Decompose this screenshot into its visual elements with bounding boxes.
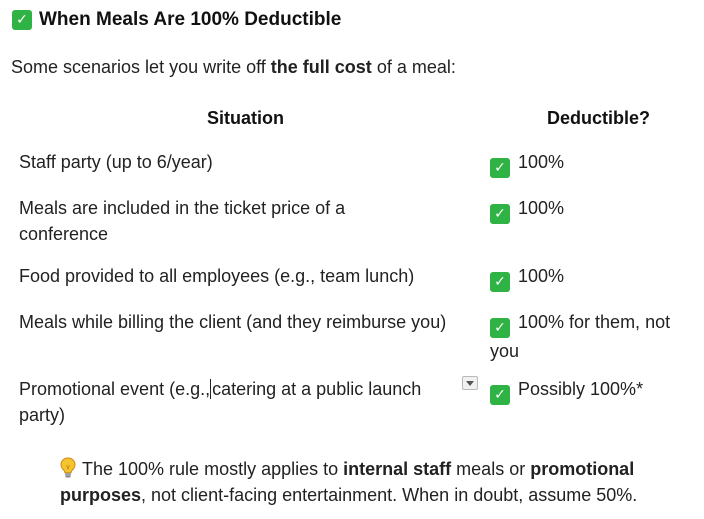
text-caret <box>210 379 211 399</box>
deductible-value: Possibly 100%* <box>518 379 644 399</box>
column-header-deductible: Deductible? <box>547 108 651 128</box>
deductible-value: 100% <box>518 266 565 286</box>
check-mark-icon: ✓ <box>490 204 510 224</box>
table-row-situation: Meals while billing the client (and they reimburse you) <box>19 312 447 332</box>
intro-text-after: of a meal: <box>371 57 456 77</box>
situation-text-before-caret: Promotional event (e.g., <box>19 379 211 399</box>
check-mark-icon: ✓ <box>490 318 510 338</box>
table-row-deductible <box>490 149 695 178</box>
deductible-value: 100% <box>518 198 565 218</box>
deductible-value: 100% <box>518 152 565 172</box>
check-mark-icon: ✓ <box>490 272 510 292</box>
lightbulb-icon <box>60 457 76 479</box>
table-row-deductible <box>490 263 695 292</box>
table-row-situation: Food provided to all employees (e.g., team lunch) <box>19 266 415 286</box>
intro-text-bold: the full cost <box>270 57 372 77</box>
intro-text-before: Some scenarios let you write off <box>11 57 271 77</box>
deductible-value: 100% for them, not you <box>490 312 671 361</box>
table-row-situation: Meals are included in the ticket price of a conference <box>19 198 346 244</box>
tip-text-2: meals or <box>451 459 531 479</box>
table-row-situation[interactable] <box>19 376 457 428</box>
check-mark-icon: ✓ <box>490 385 510 405</box>
situation-text-after-caret: catering at a public launch party) <box>19 379 422 425</box>
check-mark-icon: ✓ <box>12 10 32 30</box>
tip-note <box>60 456 690 508</box>
tip-bold-2: promotional purposes <box>60 459 635 505</box>
chevron-down-icon <box>466 381 474 386</box>
heading-text: When Meals Are 100% Deductible <box>39 9 342 30</box>
intro-paragraph <box>11 57 456 78</box>
table-row-deductible <box>490 376 695 405</box>
section-heading <box>12 9 341 31</box>
table-row-deductible <box>490 195 695 224</box>
tip-bold-1: internal staff <box>343 459 452 479</box>
check-mark-icon: ✓ <box>490 158 510 178</box>
table-row-deductible <box>490 309 695 364</box>
tip-text-1: The 100% rule mostly applies to <box>82 459 344 479</box>
tip-text-3: , not client-facing entertainment. When in doubt, assume 50%. <box>141 485 638 505</box>
table-row-situation: Staff party (up to 6/year) <box>19 152 213 172</box>
column-header-situation: Situation <box>207 108 284 128</box>
cell-menu-dropdown-button[interactable] <box>462 376 478 390</box>
